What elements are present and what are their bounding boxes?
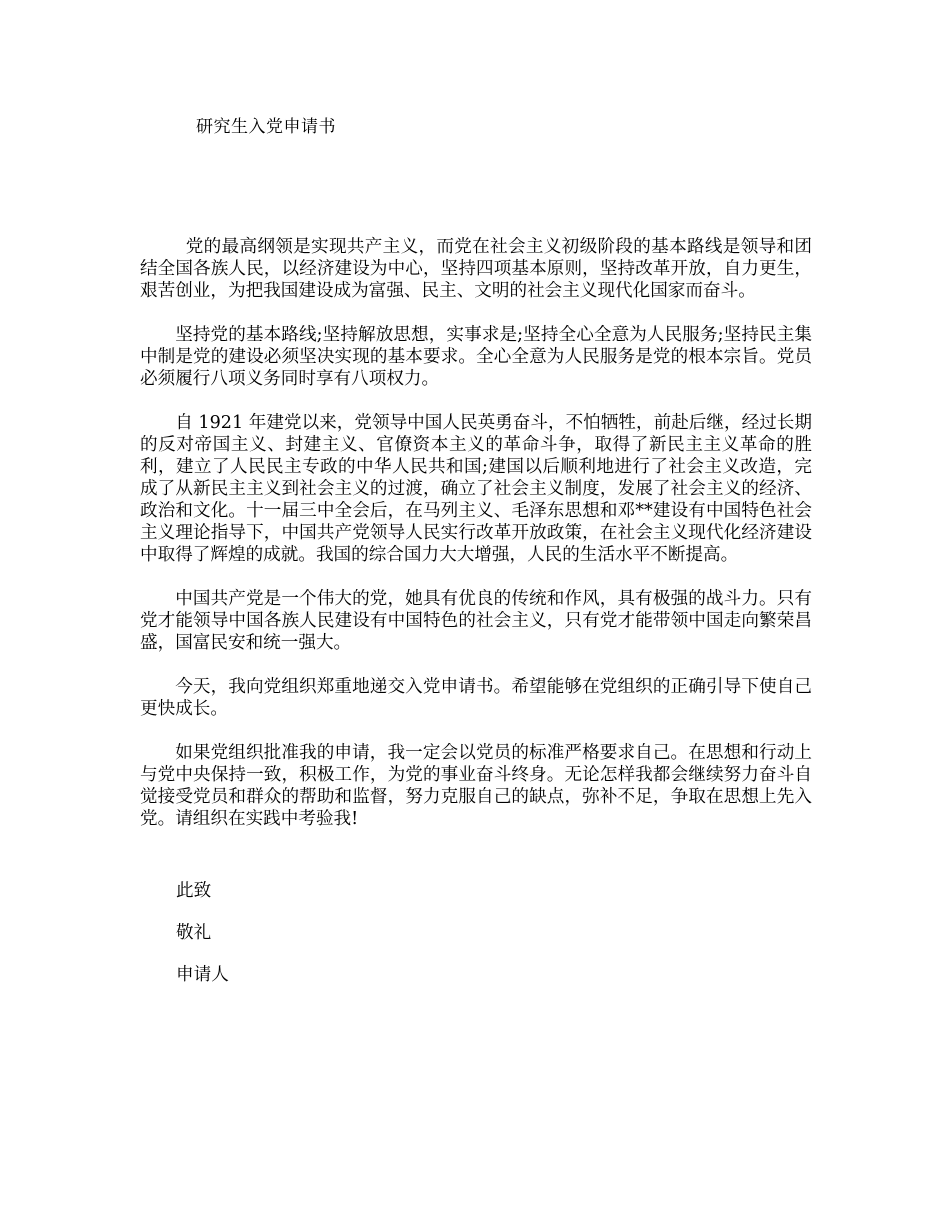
applicant-label: 申请人 <box>176 965 229 985</box>
paragraph-basic-line: 坚持党的基本路线;坚持解放思想，实事求是;坚持全心全意为人民服务;坚持民主集中制是党的建设必须坚决实现的基本要求。全心全意为人民服务是党的根本宗旨。党员必须履行八项义务同时享有八项权力。 <box>140 325 812 389</box>
paragraph-submission: 今天，我向党组织郑重地递交入党申请书。希望能够在党组织的正确引导下使自己更快成长。 <box>140 677 812 719</box>
document-body <box>140 236 812 852</box>
paragraph-program: 党的最高纲领是实现共产主义，而党在社会主义初级阶段的基本路线是领导和团结全国各族人民，以经济建设为中心，坚持四项基本原则，坚持改革开放，自力更生，艰苦创业，为把我国建设成为富强、民主、文明的社会主义现代化国家而奋斗。 <box>140 237 812 301</box>
document-title: 研究生入党申请书 <box>196 117 336 137</box>
paragraph-great-party: 中国共产党是一个伟大的党，她具有优良的传统和作风，具有极强的战斗力。只有党才能领导中国各族人民建设有中国特色的社会主义，只有党才能带领中国走向繁荣昌盛，国富民安和统一强大。 <box>140 589 812 653</box>
paragraph-commitment: 如果党组织批准我的申请，我一定会以党员的标准严格要求自己。在思想和行动上与党中央保持一致，积极工作，为党的事业奋斗终身。无论怎样我都会继续努力奋斗自觉接受党员和群众的帮助和监督，努力克服自己的缺点，弥补不足，争取在思想上先入党。请组织在实践中考验我! <box>140 743 812 829</box>
closing-regards: 敬礼 <box>176 923 212 943</box>
paragraph-history: 自 1921 年建党以来，党领导中国人民英勇奋斗，不怕牺牲，前赴后继，经过长期的反对帝国主义、封建主义、官僚资本主义的革命斗争，取得了新民主主义革命的胜利，建立了人民民主专政的中华人民共和国;建国以后顺利地进行了社会主义改造，完成了从新民主主义到社会主义的过渡，确立了社会主义制度，发展了社会主义的经济、政治和文化。十一届三中全会后，在马列主义、毛泽东思想和邓**建设有中国特色社会主义理论指导下，中国共产党领导人民实行改革开放政策，在社会主义现代化经济建设中取得了辉煌的成就。我国的综合国力大大增强，人民的生活水平不断提高。 <box>140 413 812 565</box>
closing-salutation: 此致 <box>176 881 212 901</box>
